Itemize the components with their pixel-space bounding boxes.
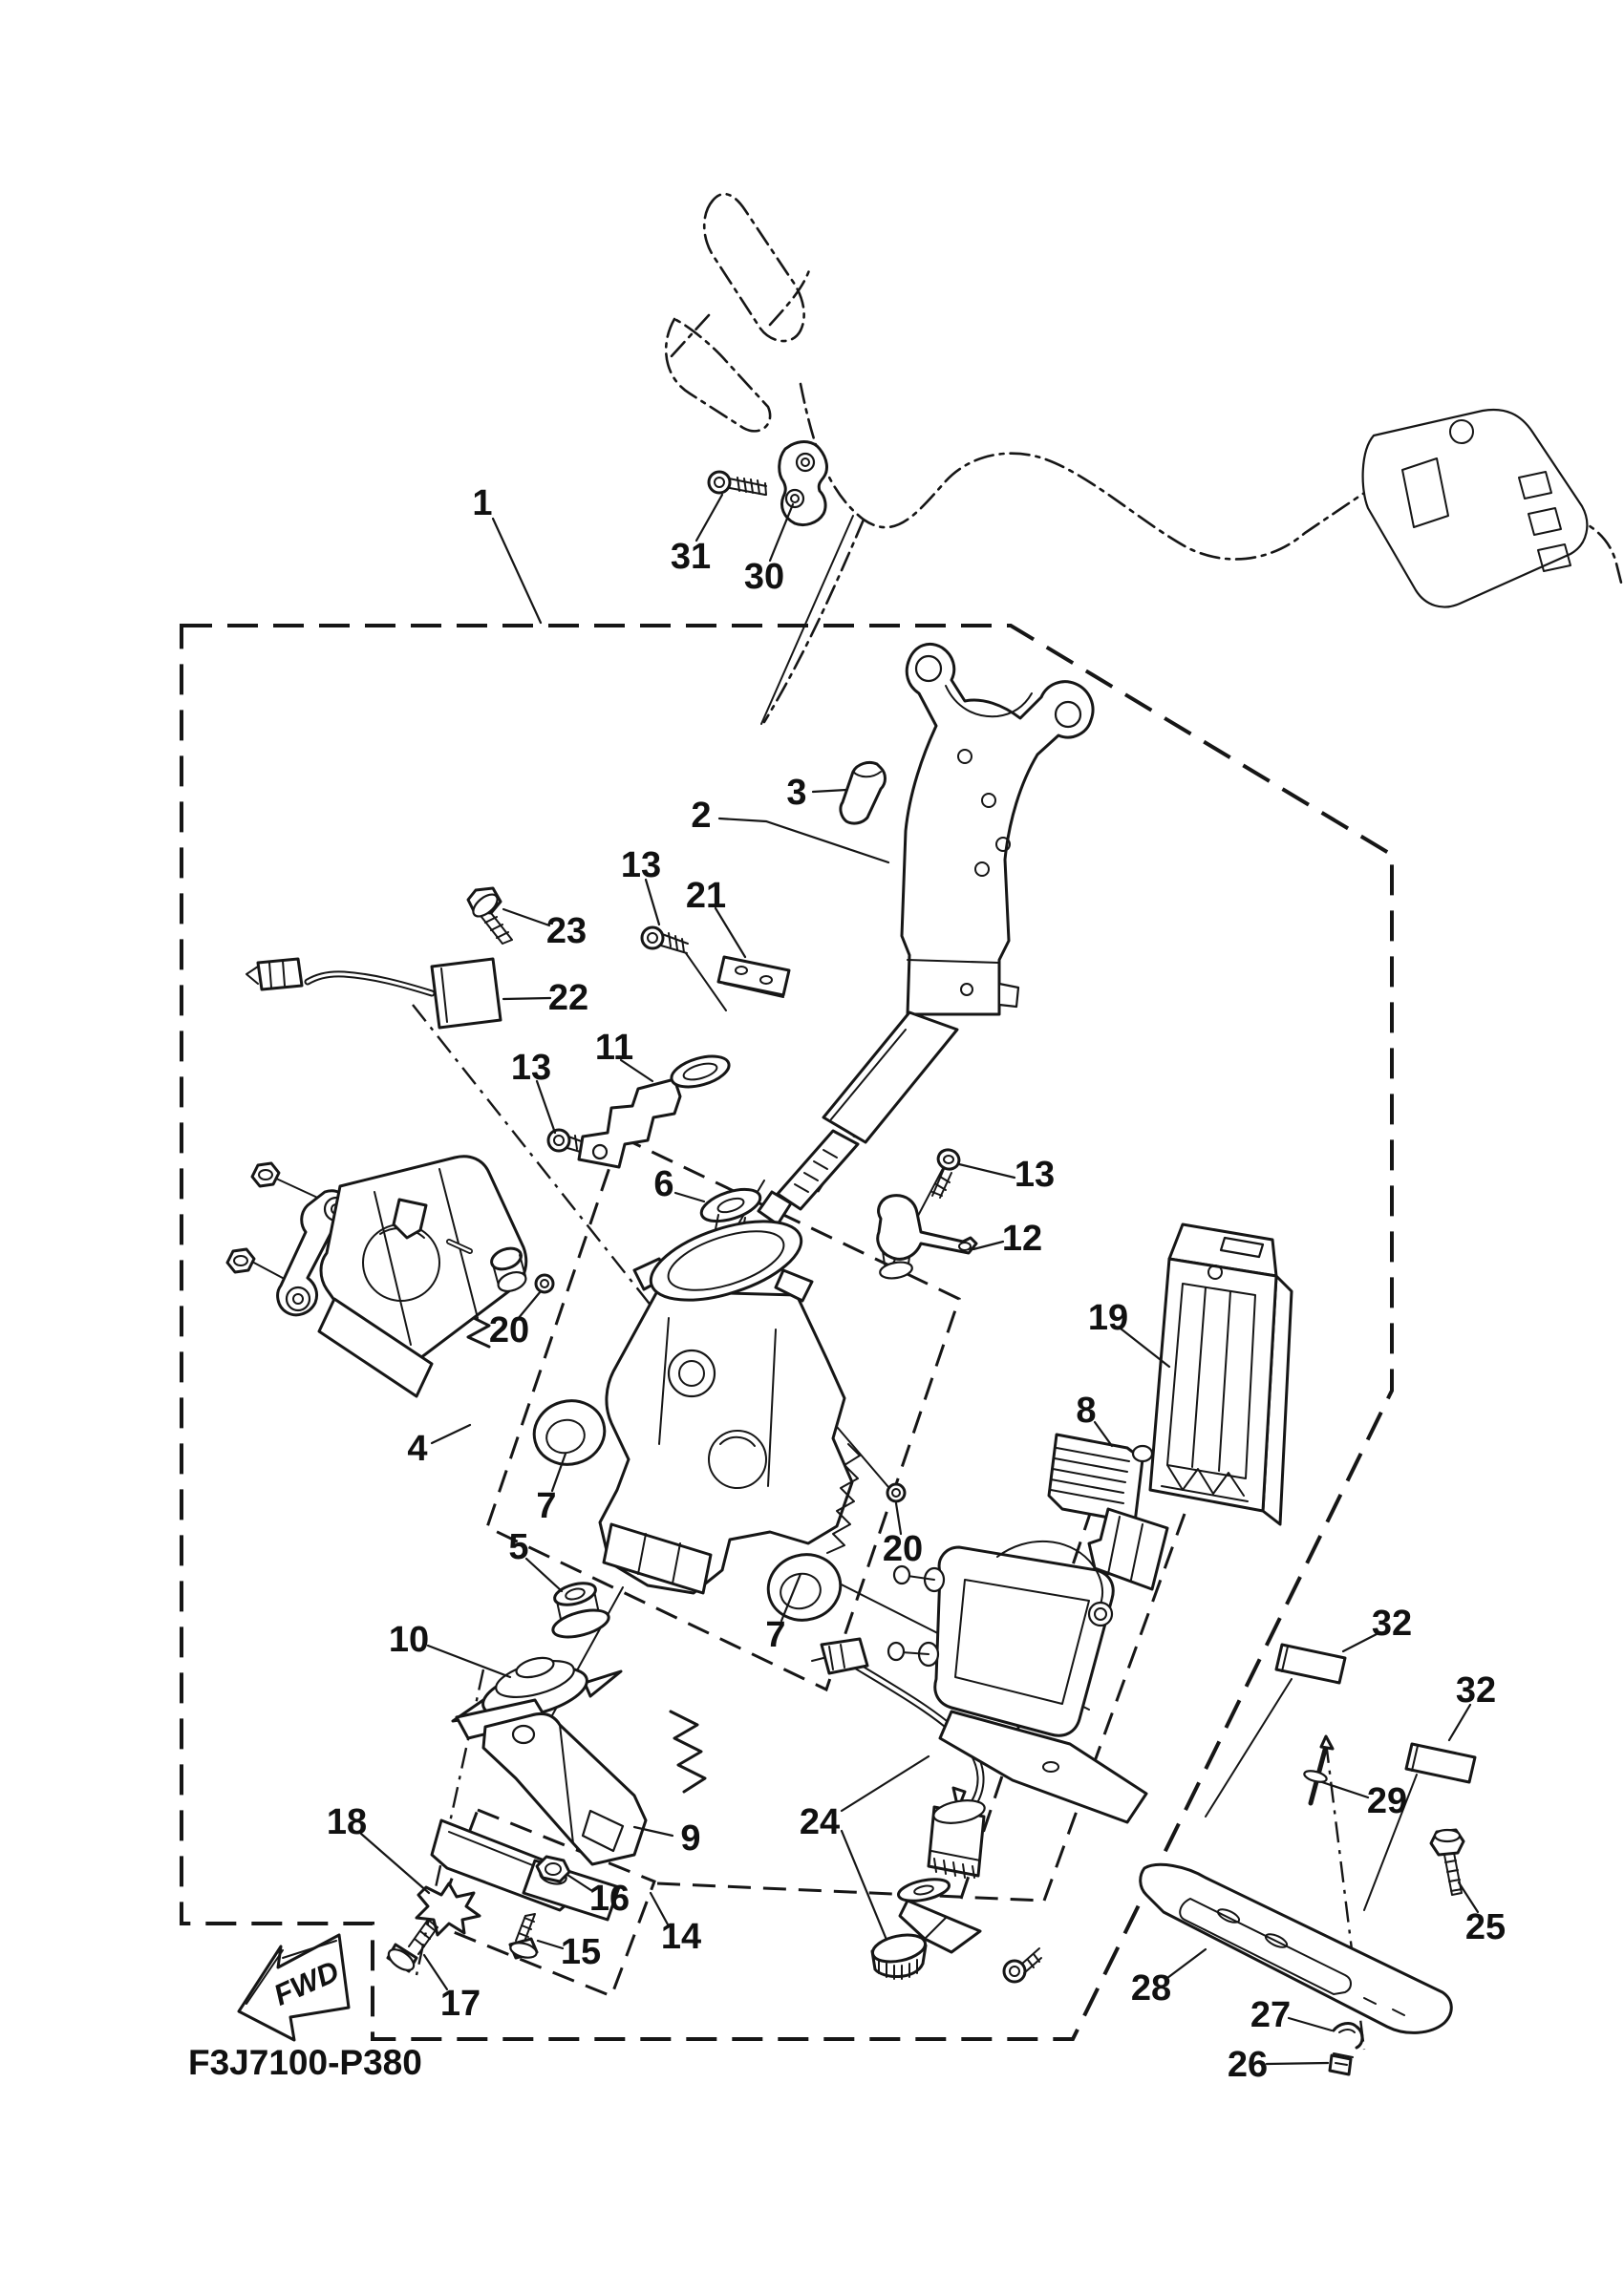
part-32-pad-a: [1276, 1645, 1345, 1683]
leader-line-1: [493, 519, 541, 623]
leader-line-26: [1267, 2063, 1328, 2064]
fwd-arrow: [239, 1935, 349, 2040]
leader-line-29: [1322, 1782, 1368, 1797]
callout-29-25: 29: [1366, 1781, 1408, 1821]
callout-2-3: 2: [691, 796, 712, 836]
part-4-lock-assembly: [227, 1157, 528, 1396]
part-21-plate: [718, 957, 789, 997]
leader-line-27: [1289, 2018, 1332, 2030]
callout-24-29: 24: [799, 1802, 841, 1842]
part-31-bolt: [709, 472, 766, 495]
callout-27-35: 27: [1250, 1995, 1292, 2035]
part-3-bushing: [841, 762, 886, 823]
callout-25-26: 25: [1464, 1907, 1506, 1947]
leader-line-13: [959, 1164, 1015, 1178]
leader-line-10: [428, 1646, 510, 1677]
part-13-bolt-a: [642, 927, 688, 953]
callout-4-16: 4: [407, 1429, 428, 1469]
callout-22-8: 22: [547, 978, 589, 1018]
callout-21-6: 21: [685, 876, 727, 916]
leader-line-23: [503, 909, 549, 925]
part-26-nut: [1330, 2053, 1353, 2074]
callout-20-19: 20: [882, 1529, 924, 1569]
part-20-nut-b: [887, 1484, 905, 1501]
callout-1-0: 1: [472, 483, 493, 523]
part-30-clamp: [780, 442, 827, 525]
callout-15-32: 15: [560, 1932, 602, 1972]
part-13-bolt-c: [932, 1147, 962, 1198]
part-11-bracket: [579, 1051, 733, 1167]
leader-line-6: [675, 1193, 704, 1201]
callout-7-21: 7: [765, 1615, 786, 1655]
part-25-bolt: [1431, 1830, 1464, 1895]
leader-line-28: [1167, 1949, 1206, 1978]
callout-30-2: 30: [743, 557, 785, 597]
part-lock-housing: [600, 1205, 860, 1593]
doc-code: F3J7100-P380: [188, 2043, 422, 2082]
callout-16-30: 16: [588, 1879, 630, 1919]
callout-31-1: 31: [670, 537, 712, 577]
callout-13-5: 13: [620, 845, 662, 885]
leader-line-22: [503, 998, 550, 999]
leader-line-12: [973, 1242, 1003, 1249]
callout-19-14: 19: [1087, 1298, 1129, 1338]
callout-26-36: 26: [1227, 2045, 1269, 2085]
part-23-bolt: [468, 888, 512, 944]
part-12-clamp: [878, 1196, 976, 1281]
callout-3-4: 3: [786, 773, 807, 813]
leader-line-18: [361, 1834, 429, 1893]
leader-line-5: [526, 1559, 562, 1591]
leader-line-13: [646, 880, 659, 925]
leader-line-2: [719, 818, 888, 862]
leader-line-4: [432, 1425, 470, 1443]
part-22-immobilizer: [246, 959, 501, 1028]
callout-12-12: 12: [1001, 1219, 1043, 1259]
callout-32-24: 32: [1455, 1670, 1497, 1711]
callout-28-34: 28: [1130, 1968, 1172, 2009]
callout-7-17: 7: [536, 1486, 557, 1526]
callout-32-23: 32: [1371, 1604, 1413, 1644]
part-20-nut-a: [536, 1275, 553, 1292]
leader-line-24: [842, 1756, 929, 1811]
callout-13-10: 13: [510, 1048, 552, 1088]
part-28-plate: [1141, 1864, 1452, 2032]
callout-17-33: 17: [439, 1984, 481, 2024]
leader-line-3: [813, 790, 846, 792]
part-7-ring-upper: [527, 1393, 612, 1473]
part-frame-bracket: [888, 1541, 1146, 1822]
part-steering-stem: [759, 1012, 957, 1224]
leader-line-31: [696, 495, 722, 541]
part-29-pin: [1303, 1736, 1333, 1803]
callout-9-27: 9: [680, 1818, 701, 1859]
callout-18-28: 18: [326, 1802, 368, 1842]
part-upper-bracket: [902, 644, 1093, 1014]
leader-line-30: [770, 504, 793, 561]
leader-line-24: [842, 1831, 887, 1940]
callout-13-11: 13: [1014, 1155, 1056, 1195]
fwd-label: FWD: [268, 1954, 345, 2012]
callout-14-31: 14: [660, 1917, 702, 1957]
callout-6-13: 6: [653, 1164, 674, 1204]
part-15-bolt: [509, 1914, 539, 1960]
callout-20-15: 20: [488, 1310, 530, 1350]
part-27-clip: [1334, 2024, 1362, 2048]
callout-10-22: 10: [388, 1620, 430, 1660]
leader-line-13: [537, 1081, 555, 1133]
callout-5-18: 5: [508, 1527, 529, 1567]
switch-housing: [1363, 410, 1588, 607]
callout-11-9: 11: [594, 1028, 634, 1068]
part-17-bolt: [385, 1920, 438, 1974]
part-19-holder: [1089, 1224, 1292, 1589]
callout-23-7: 23: [545, 911, 588, 951]
callout-8-20: 8: [1076, 1391, 1097, 1431]
leader-line-15: [538, 1941, 563, 1948]
